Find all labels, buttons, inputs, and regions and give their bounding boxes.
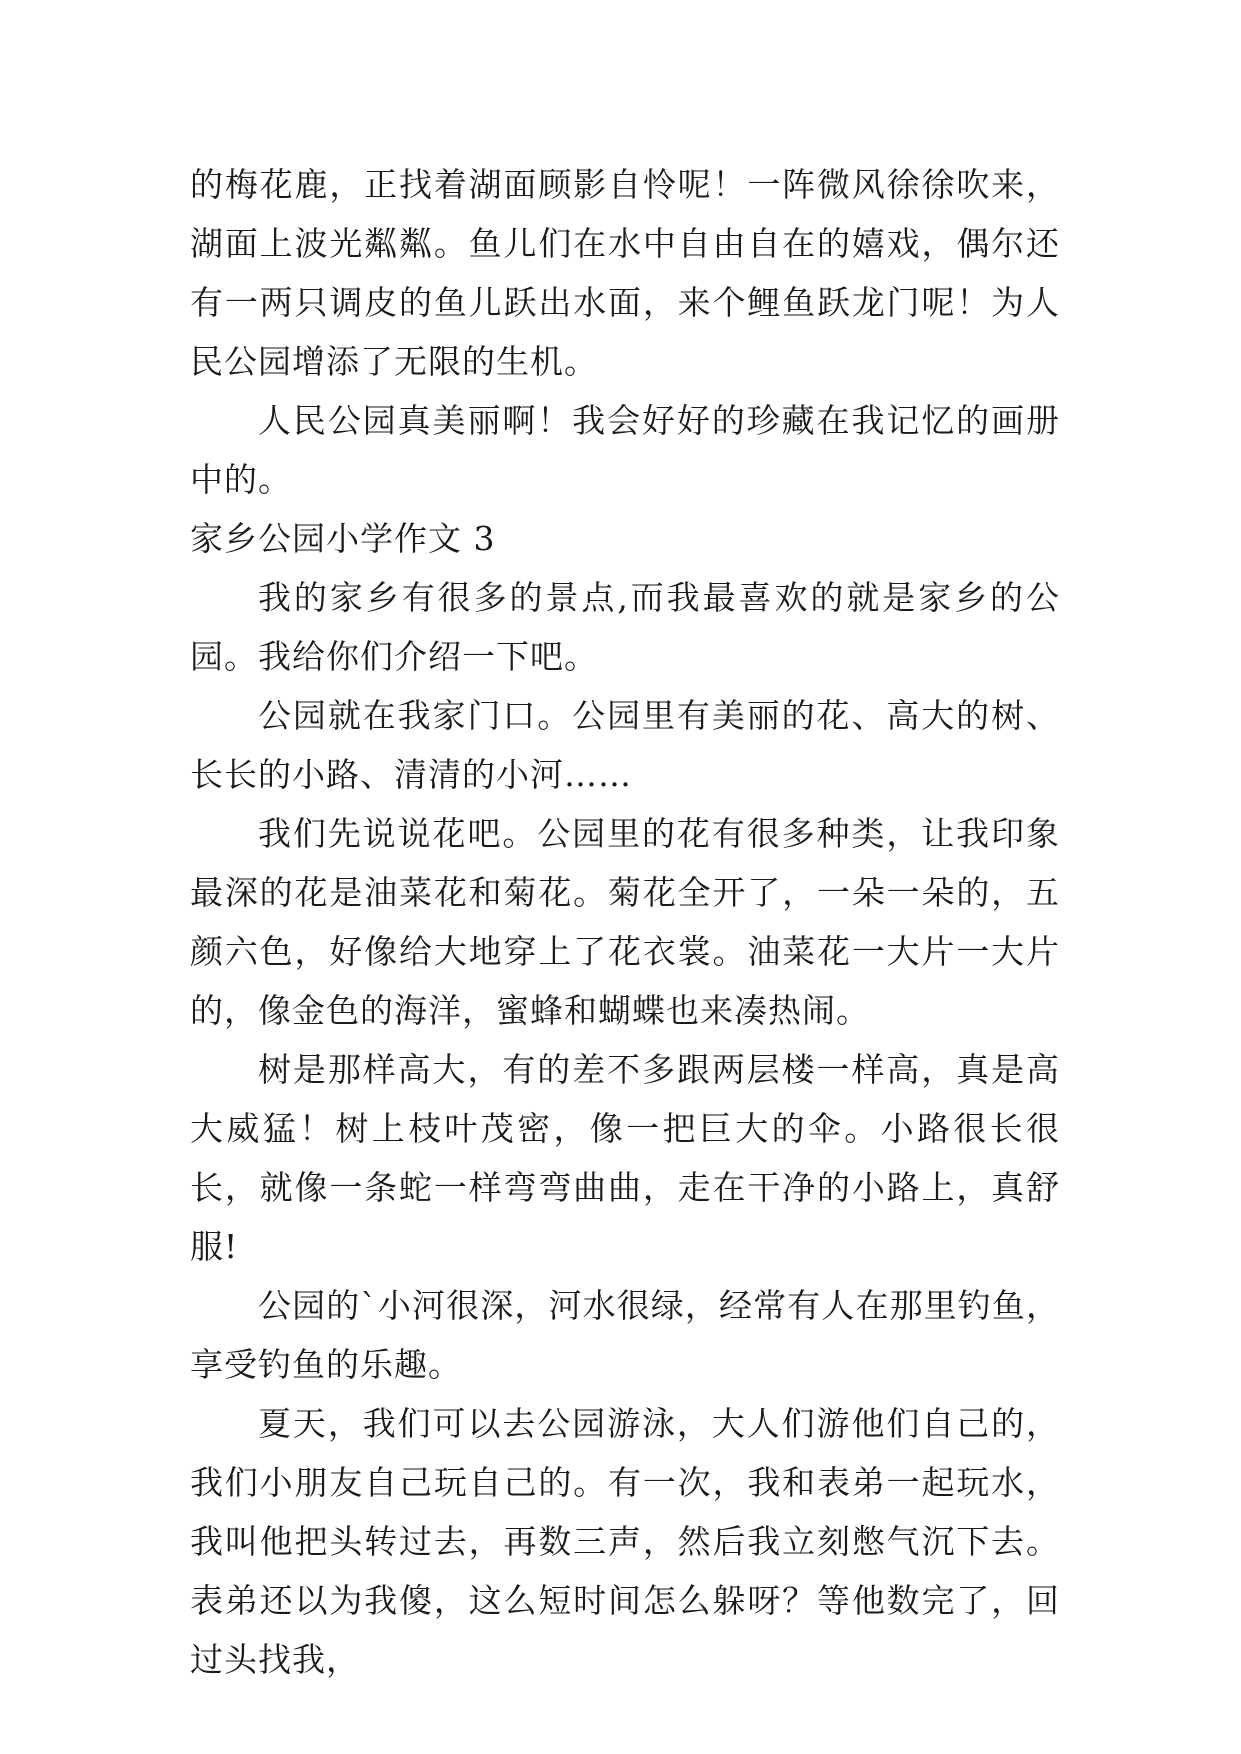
paragraph: 公园的`小河很深，河水很绿，经常有人在那里钓鱼，享受钓鱼的乐趣。 xyxy=(190,1286,1060,1384)
paragraph: 公园就在我家门口。公园里有美丽的花、高大的树、长长的小路、清清的小河…… xyxy=(190,696,1060,794)
essay-title: 家乡公园小学作文 3 xyxy=(190,519,496,558)
paragraph: 我的家乡有很多的景点,而我最喜欢的就是家乡的公园。我给你们介绍一下吧。 xyxy=(190,578,1060,676)
document-body xyxy=(190,155,1060,1689)
paragraph: 夏天，我们可以去公园游泳，大人们游他们自己的，我们小朋友自己玩自己的。有一次，我和表弟一起玩水，我叫他把头转过去，再数三声，然后我立刻憋气沉下去。表弟还以为我傻，这么短时间怎么躲呀？等他数完了，回过头找我， xyxy=(190,1404,1060,1679)
paragraph: 树是那样高大，有的差不多跟两层楼一样高，真是高大威猛！树上枝叶茂密，像一把巨大的伞。小路很长很长，就像一条蛇一样弯弯曲曲，走在干净的小路上，真舒服! xyxy=(190,1050,1060,1266)
paragraph: 人民公园真美丽啊！我会好好的珍藏在我记忆的画册中的。 xyxy=(190,401,1060,499)
paragraph: 我们先说说花吧。公园里的花有很多种类，让我印象最深的花是油菜花和菊花。菊花全开了，一朵一朵的，五颜六色，好像给大地穿上了花衣裳。油菜花一大片一大片的，像金色的海洋，蜜蜂和蝴蝶也来凑热闹。 xyxy=(190,814,1060,1030)
paragraph-continuation: 的梅花鹿，正找着湖面顾影自怜呢！一阵微风徐徐吹来，湖面上波光粼粼。鱼儿们在水中自由自在的嬉戏，偶尔还有一两只调皮的鱼儿跃出水面，来个鲤鱼跃龙门呢！为人民公园增添了无限的生机。 xyxy=(190,165,1060,381)
